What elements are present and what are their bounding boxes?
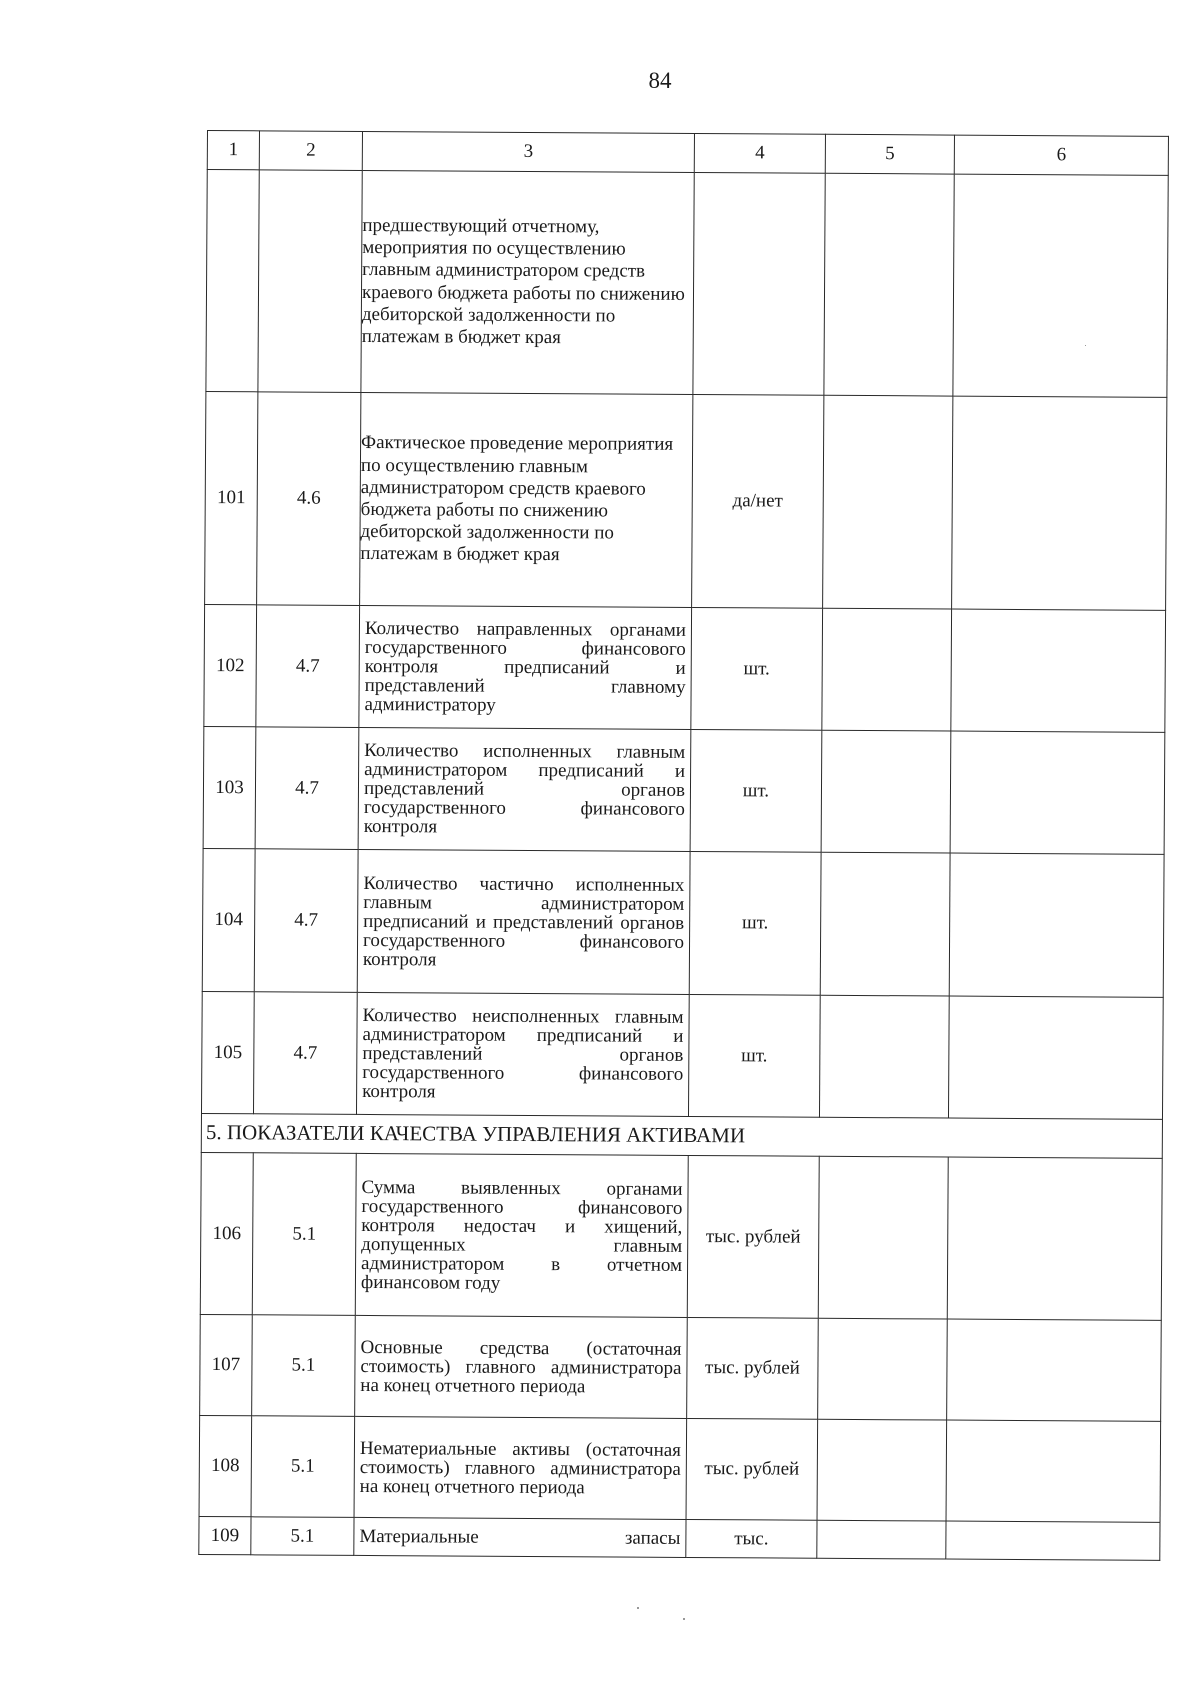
row-number: 105 bbox=[201, 991, 254, 1113]
row-value-6 bbox=[951, 609, 1166, 732]
row-number: 101 bbox=[205, 391, 258, 604]
table-row bbox=[202, 848, 1164, 997]
row-value-5 bbox=[822, 608, 952, 731]
row-description: предшествующий отчетному, мероприятия по осуществлению главным администратором средств краевого бюджета работы по снижению дебиторской задолженности по платежам в бюджет края bbox=[361, 170, 694, 394]
table-row bbox=[201, 991, 1163, 1119]
column-header: 3 bbox=[362, 131, 694, 172]
row-description: Количество частично исполненных главным администратором предписаний и представлений органов государственного финансового контроля bbox=[357, 849, 690, 994]
row-code: 4.7 bbox=[256, 605, 360, 728]
row-value-5 bbox=[818, 1156, 948, 1319]
table-row bbox=[200, 1314, 1162, 1421]
row-value-5 bbox=[819, 995, 949, 1118]
row-code: 5.1 bbox=[251, 1517, 354, 1556]
row-value-5 bbox=[821, 730, 951, 853]
row-code: 5.1 bbox=[252, 1153, 356, 1316]
row-unit: шт. bbox=[689, 851, 821, 995]
row-value-6 bbox=[952, 396, 1167, 610]
row-code: 5.1 bbox=[251, 1416, 355, 1518]
row-unit: шт. bbox=[688, 994, 820, 1117]
row-description: Количество направленных органами государственного финансового контроля предписаний и представлений главному администратору bbox=[359, 605, 692, 729]
row-code: 4.7 bbox=[253, 992, 357, 1115]
row-description: Материальные запасы bbox=[354, 1517, 686, 1557]
page-number: 84 bbox=[648, 68, 672, 93]
row-value-6 bbox=[946, 1521, 1160, 1560]
row-number: 102 bbox=[204, 604, 257, 726]
row-unit: шт. bbox=[690, 729, 822, 852]
row-description: Фактическое проведение мероприятия по осуществлению главным администратором средств краевого бюджета работы по снижению дебиторской задолженности по платежам в бюджет края bbox=[360, 392, 693, 607]
row-number: 103 bbox=[203, 726, 256, 848]
column-header: 5 bbox=[825, 134, 954, 174]
scan-speck bbox=[683, 1618, 685, 1620]
row-code: 4.7 bbox=[254, 849, 358, 993]
row-number: 104 bbox=[202, 848, 255, 991]
row-code: 4.7 bbox=[255, 727, 359, 850]
row-value-6 bbox=[953, 174, 1168, 397]
row-unit: шт. bbox=[691, 607, 823, 730]
row-value-5 bbox=[824, 173, 954, 396]
table-row bbox=[199, 1516, 1160, 1560]
table-header-row bbox=[207, 131, 1168, 176]
row-value-6 bbox=[946, 1420, 1161, 1522]
table-row bbox=[199, 1415, 1161, 1522]
row-value-6 bbox=[949, 853, 1164, 997]
column-header: 2 bbox=[259, 131, 362, 171]
row-number: 109 bbox=[199, 1516, 251, 1554]
section-heading: 5. ПОКАЗАТЕЛИ КАЧЕСТВА УПРАВЛЕНИЯ АКТИВАМИ bbox=[201, 1113, 1162, 1158]
row-code bbox=[258, 170, 362, 393]
table-row bbox=[204, 604, 1166, 732]
table-row bbox=[205, 391, 1167, 610]
row-description: Нематериальные активы (остаточная стоимость) главного администратора на конец отчетного периода bbox=[354, 1416, 687, 1519]
row-value-6 bbox=[947, 1157, 1162, 1320]
section-heading-row bbox=[201, 1113, 1162, 1158]
row-unit: тыс. рублей bbox=[687, 1155, 819, 1318]
row-description: Основные средства (остаточная стоимость) главного администратора на конец отчетного периода bbox=[355, 1315, 688, 1418]
table-row bbox=[200, 1152, 1162, 1320]
indicators-table bbox=[198, 130, 1169, 1561]
row-value-5 bbox=[823, 395, 953, 609]
table-row bbox=[203, 726, 1165, 854]
row-description: Сумма выявленных органами государственного финансового контроля недостач и хищений, допущенных главным администратором в отчетном финансовом году bbox=[355, 1153, 688, 1317]
row-unit: тыс. рублей bbox=[686, 1418, 818, 1520]
row-code: 5.1 bbox=[252, 1315, 356, 1417]
row-value-6 bbox=[950, 731, 1165, 854]
row-value-5 bbox=[818, 1318, 948, 1420]
row-code: 4.6 bbox=[257, 392, 361, 606]
row-number: 107 bbox=[200, 1314, 253, 1415]
scan-speck bbox=[1085, 345, 1086, 346]
column-header: 4 bbox=[694, 133, 825, 173]
column-header: 6 bbox=[954, 135, 1168, 175]
row-number bbox=[206, 170, 259, 392]
row-unit: да/нет bbox=[692, 394, 824, 608]
row-unit bbox=[693, 172, 825, 395]
scan-speck bbox=[637, 1607, 639, 1609]
row-unit: тыс. bbox=[686, 1519, 817, 1558]
row-description: Количество неисполненных главным администратором предписаний и представлений органов государственного финансового контроля bbox=[356, 992, 689, 1116]
row-value-5 bbox=[817, 1520, 946, 1559]
row-unit: тыс. рублей bbox=[687, 1317, 819, 1419]
column-header: 1 bbox=[207, 131, 259, 170]
row-description: Количество исполненных главным администратором предписаний и представлений органов государственного финансового контроля bbox=[358, 727, 691, 851]
row-number: 106 bbox=[200, 1152, 253, 1314]
row-value-6 bbox=[948, 996, 1163, 1119]
row-value-5 bbox=[820, 852, 950, 996]
table-row bbox=[206, 170, 1168, 398]
row-value-5 bbox=[817, 1419, 947, 1521]
row-value-6 bbox=[947, 1319, 1162, 1421]
row-number: 108 bbox=[199, 1415, 252, 1516]
